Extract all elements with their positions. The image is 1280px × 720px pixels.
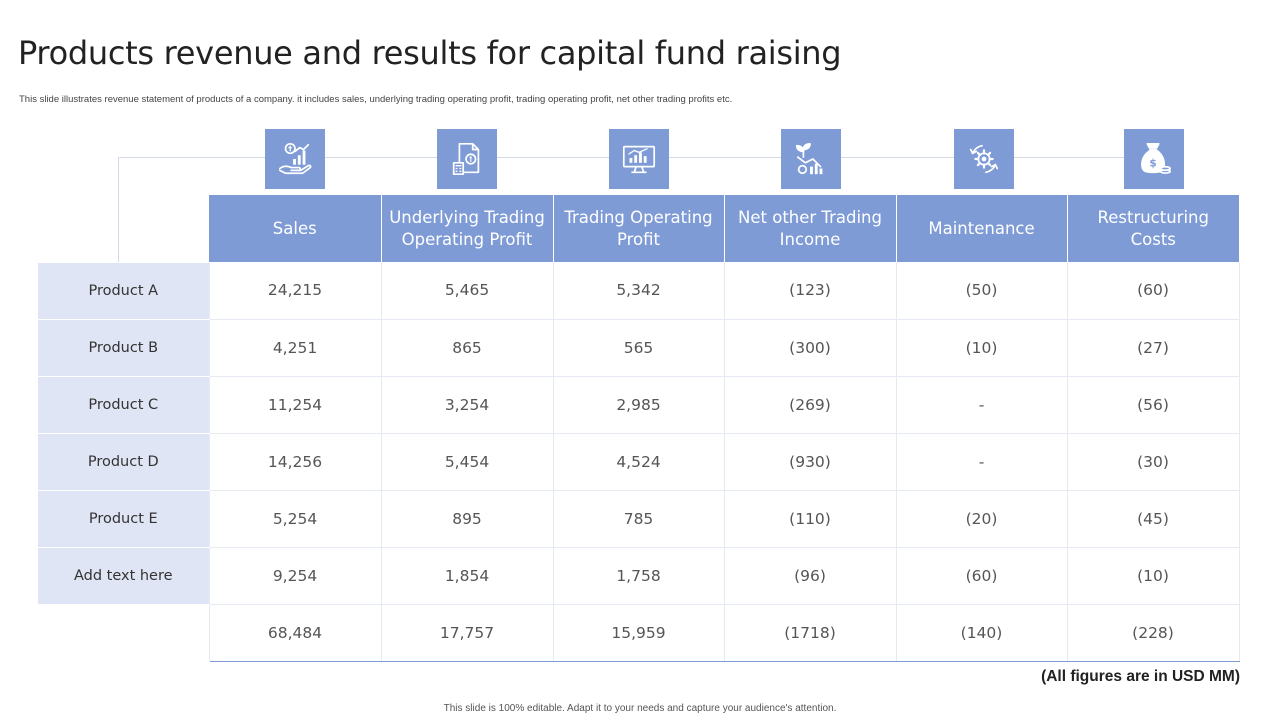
table-cell: (10) — [896, 319, 1067, 376]
table-cell: (50) — [896, 262, 1067, 319]
table-row — [38, 433, 1239, 490]
table-cell: 5,254 — [209, 490, 381, 547]
row-label: Product E — [38, 490, 209, 547]
column-header-sales: Sales — [209, 195, 381, 262]
table-cell: (10) — [1067, 547, 1239, 604]
table-cell: (45) — [1067, 490, 1239, 547]
table-cell: 5,465 — [381, 262, 553, 319]
column-header-net-other-trading-income: Net other Trading Income — [724, 195, 896, 262]
column-header-trading-operating-profit: Trading Operating Profit — [553, 195, 724, 262]
table-cell: 3,254 — [381, 376, 553, 433]
table-cell: 4,251 — [209, 319, 381, 376]
footer-text: This slide is 100% editable. Adapt it to your needs and capture your audience's attention. — [443, 703, 837, 714]
table-cell: 5,454 — [381, 433, 553, 490]
total-cell: 15,959 — [553, 604, 724, 661]
total-cell: 68,484 — [209, 604, 381, 661]
table-cell: - — [896, 376, 1067, 433]
table-cell: 14,256 — [209, 433, 381, 490]
hand-money-growth-icon — [265, 129, 325, 189]
row-label: Product D — [38, 433, 209, 490]
table-cell: (300) — [724, 319, 896, 376]
units-note: (All figures are in USD MM) — [1041, 668, 1240, 685]
total-cell: (228) — [1067, 604, 1239, 661]
table-cell: 24,215 — [209, 262, 381, 319]
table-row — [38, 319, 1239, 376]
monitor-chart-icon — [609, 129, 669, 189]
page-subtitle: This slide illustrates revenue statement of products of a company. it includes sales, underlying trading operating profit, trading operating profit, net other trading profits etc. — [19, 94, 733, 105]
table-cell: 1,854 — [381, 547, 553, 604]
table-cell: (123) — [724, 262, 896, 319]
gear-cycle-icon — [954, 129, 1014, 189]
table-row — [38, 490, 1239, 547]
table-cell: (56) — [1067, 376, 1239, 433]
table-cell: (27) — [1067, 319, 1239, 376]
page-title: Products revenue and results for capital fund raising — [18, 34, 842, 72]
table-cell: (20) — [896, 490, 1067, 547]
table-row — [38, 547, 1239, 604]
table-cell: 4,524 — [553, 433, 724, 490]
table-corner — [38, 195, 209, 262]
row-label: Product B — [38, 319, 209, 376]
table-cell: (930) — [724, 433, 896, 490]
row-label[interactable]: Add text here — [38, 547, 209, 604]
svg-text:$: $ — [1149, 157, 1157, 170]
table-row — [38, 376, 1239, 433]
total-row — [38, 604, 1239, 661]
table-cell: (30) — [1067, 433, 1239, 490]
table-row — [38, 262, 1239, 319]
document-calculator-icon — [437, 129, 497, 189]
table-cell: (60) — [896, 547, 1067, 604]
table-cell: - — [896, 433, 1067, 490]
total-cell: (1718) — [724, 604, 896, 661]
table-cell: (110) — [724, 490, 896, 547]
row-label: Product C — [38, 376, 209, 433]
table-cell: (269) — [724, 376, 896, 433]
total-cell: 17,757 — [381, 604, 553, 661]
column-header-maintenance: Maintenance — [896, 195, 1067, 262]
table-cell: 865 — [381, 319, 553, 376]
total-row-label — [38, 604, 209, 661]
row-label: Product A — [38, 262, 209, 319]
table-cell: 565 — [553, 319, 724, 376]
table-cell: 1,758 — [553, 547, 724, 604]
column-header-underlying-trading-operating-profit: Underlying Trading Operating Profit — [381, 195, 553, 262]
table-cell: (96) — [724, 547, 896, 604]
plant-growth-chart-icon — [781, 129, 841, 189]
table-cell: 9,254 — [209, 547, 381, 604]
money-bag-icon — [1124, 129, 1184, 189]
table-cell: 11,254 — [209, 376, 381, 433]
table-cell: 895 — [381, 490, 553, 547]
table-header-row — [38, 195, 1239, 262]
column-header-restructuring-costs: Restructuring Costs — [1067, 195, 1239, 262]
revenue-table — [38, 195, 1240, 662]
table-cell: 785 — [553, 490, 724, 547]
table-cell: 5,342 — [553, 262, 724, 319]
table-cell: 2,985 — [553, 376, 724, 433]
table-cell: (60) — [1067, 262, 1239, 319]
total-cell: (140) — [896, 604, 1067, 661]
